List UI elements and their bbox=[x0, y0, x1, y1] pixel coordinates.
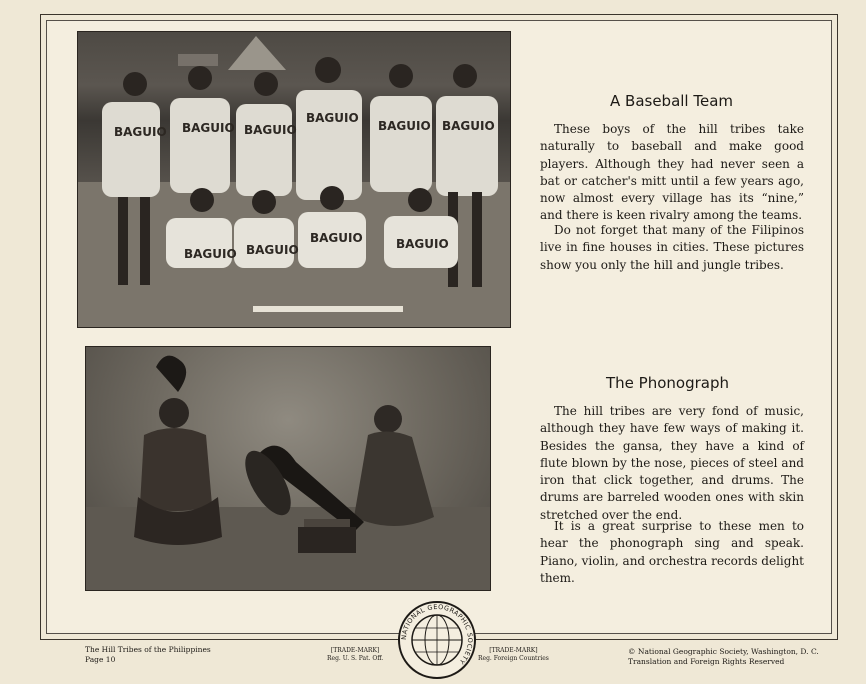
jersey-text: BAGUIO bbox=[378, 119, 431, 133]
paragraph-phonograph-1: The hill tribes are very fond of music, although they have few ways of making it. Besides the gansa, they have a kind of flute blown by the nose, pieces of steel and iron that click together, and drums. The drums are barreled wooden ones with skin stretched over the end. bbox=[540, 404, 804, 522]
jersey-text: BAGUIO bbox=[310, 231, 363, 245]
footer-copyright bbox=[628, 647, 819, 667]
jersey-text: BAGUIO bbox=[184, 247, 237, 261]
footer-book-info bbox=[85, 645, 211, 665]
paragraph-baseball-1: These boys of the hill tribes take naturally to baseball and make good players. Although they had never seen a bat or catcher's mitt until a few years ago, now almost every village has its “nine,” and there is keen rivalry among the teams. bbox=[540, 122, 804, 223]
seal-text: NATIONAL GEOGRAPHIC SOCIETY bbox=[399, 602, 475, 666]
trademark-registration: Reg. Foreign Countries bbox=[478, 655, 549, 662]
trademark-label: [TRADE-MARK] bbox=[330, 647, 380, 654]
footer-trademark-us bbox=[327, 647, 383, 663]
jersey-text: BAGUIO bbox=[306, 111, 359, 125]
trademark-registration: Reg. U. S. Pat. Off. bbox=[327, 655, 384, 662]
jersey-text: BAGUIO bbox=[396, 237, 449, 251]
society-seal-logo bbox=[396, 600, 478, 680]
jersey-text: BAGUIO bbox=[114, 125, 167, 139]
jersey-text: BAGUIO bbox=[246, 243, 299, 257]
paragraph-phonograph-2: It is a great surprise to these men to hear the phonograph sing and speak. Piano, violin, and orchestra records delight them. bbox=[540, 519, 804, 585]
footer-book-title: The Hill Tribes of the Philippines bbox=[85, 645, 211, 654]
paragraph-baseball-2: Do not forget that many of the Filipinos live in fine houses in cities. These pictures show you only the hill and jungle tribes. bbox=[540, 223, 804, 272]
section-title-baseball: A Baseball Team bbox=[610, 92, 734, 110]
baseball-team-photo bbox=[77, 31, 511, 328]
trademark-label: [TRADE-MARK] bbox=[489, 647, 538, 654]
jersey-text: BAGUIO bbox=[182, 121, 235, 135]
copyright-line: © National Geographic Society, Washington, D. C. bbox=[628, 647, 819, 656]
rights-line: Translation and Foreign Rights Reserved bbox=[628, 657, 785, 666]
jersey-text: BAGUIO bbox=[244, 123, 297, 137]
phonograph-photo bbox=[85, 346, 491, 591]
section-title-phonograph: The Phonograph bbox=[606, 374, 729, 392]
jersey-text: BAGUIO bbox=[442, 119, 495, 133]
footer-page-number: Page 10 bbox=[85, 655, 116, 664]
footer-trademark-foreign bbox=[478, 647, 549, 663]
